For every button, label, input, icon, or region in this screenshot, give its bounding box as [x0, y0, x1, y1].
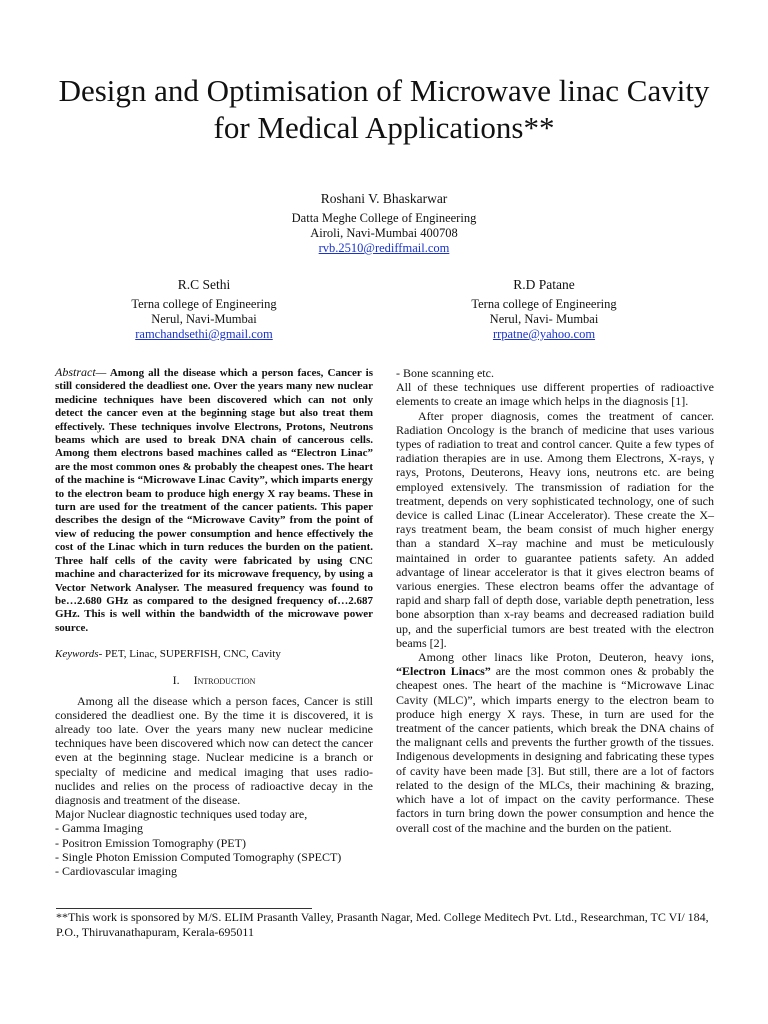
author-address: Nerul, Navi- Mumbai — [489, 312, 599, 326]
abstract — [55, 366, 373, 635]
author-name: R.C Sethi — [177, 277, 231, 292]
list-item: - Single Photon Emission Computed Tomography (SPECT) — [55, 849, 342, 864]
keywords-text: - PET, Linac, SUPERFISH, CNC, Cavity — [98, 648, 281, 661]
list-item: - Bone scanning etc. — [396, 366, 494, 380]
author-email-link[interactable]: rrpatne@yahoo.com — [492, 327, 596, 341]
author-affiliation: Datta Meghe College of Engineering — [291, 211, 477, 225]
keywords-label: Keywords — [55, 648, 99, 661]
author-address: Nerul, Navi-Mumbai — [151, 312, 257, 326]
author-name: R.D Patane — [513, 277, 575, 292]
right-paragraph-3-rest: are the most common ones & probably the cheapest ones. The heart of the machine is “Microwave Linac Cavity (MLC)”, which imparts energy to the electron beam to produce high energy X rays. These, in turn are used for the treatment of the cancer patients, which break the DNA chains of the malignant cells and prevents the further growth of the tissues. Indigenous developments in designing and fabricating these types of cavity have been made [3]. But still, there are a lot of factors related to the design of the MLCs, their machining & brazing, which have a lot of impact on the cavity performance. These factors in turn bring down the power consumption and hence the overall cost of the machine and the burden on the patient. — [396, 664, 714, 835]
footnote-divider — [56, 908, 312, 909]
keywords — [55, 647, 373, 661]
list-item: - Positron Emission Tomography (PET) — [55, 835, 246, 850]
right-paragraph-1: All of these techniques use different properties of radioactive elements to create an image which helps in the diagnosis [1]. — [396, 380, 714, 409]
author-block-right — [394, 276, 694, 342]
abstract-lead: Abstract— — [55, 365, 107, 379]
author-affiliation: Terna college of Engineering — [471, 297, 617, 311]
right-paragraph-3-start: Among other linacs like Proton, Deuteron, heavy ions, — [418, 650, 714, 665]
electron-linacs-term: “Electron Linacs” — [396, 664, 491, 679]
author-email-link[interactable]: rvb.2510@rediffmail.com — [318, 241, 450, 255]
footnote: **This work is sponsored by M/S. ELIM Prasanth Valley, Prasanth Nagar, Med. College Meditech Pvt. Ltd., Researchman, TC VI/ 184, P.O., Thiruvanathapuram, Kerala-695011 — [56, 910, 709, 939]
author-email-link[interactable]: ramchandsethi@gmail.com — [135, 327, 273, 341]
right-paragraph-3 — [396, 650, 714, 835]
section-title: Introduction — [193, 673, 256, 688]
left-column — [55, 366, 373, 878]
author-block-left — [54, 276, 354, 342]
right-paragraph-2: After proper diagnosis, comes the treatment of cancer. Radiation Oncology is the branch of medicine that uses various types of radiation to treat and control cancer. Quite a few types of radiation therapies are in use. Among them Electrons, X-rays, γ rays, Protons, Deuterons, Heavy ions, neutrons etc. are being employed extensively. The transmission of radiation for the treatment, depends on very sophisticated technology, one of such device is called Linac (Linear Accelerator). These create the X–rays treatment beam, the beam consist of much higher energy than a standard X–ray machine and must be meticulously maintained in order to guarantee patients safety. An added advantage of linear accelerator is that it gives electron beams of various energies. These electron beams offer the advantage of rapid and sharp fall of depth dose, variable depth penetration, less bone absorption than x-ray beams and decreased radiation build up, and the superficial tumors are best treated with the electron beams [2]. — [396, 408, 714, 650]
intro-paragraph-2: Major Nuclear diagnostic techniques used today are, — [55, 807, 308, 822]
list-item: - Cardiovascular imaging — [55, 863, 177, 878]
paper-title: Design and Optimisation of Microwave linac Cavity for Medical Applications** — [58, 73, 710, 145]
section-heading-introduction — [55, 673, 373, 687]
author-affiliation: Terna college of Engineering — [131, 297, 277, 311]
right-column — [396, 366, 714, 835]
author-name: Roshani V. Bhaskarwar — [320, 191, 448, 206]
author-block-main — [234, 190, 534, 256]
abstract-text: Among all the disease which a person faces, Cancer is still considered the deadliest one. Over the years many new nuclear medicine techniques have been discovered which can not only detect the cancer even at the beginning stage but also treat them effectively. These techniques involve Electrons, Protons, Neutrons beams which are used to break DNA chain of cancerous cells. Among them electrons based machines called as “Electron Linac” are the most common ones & probably the cheapest ones. The heart of the machine is “Microwave Linac Cavity”, which imparts energy to the electron beam to produce high energy X ray beams. These in turn are used for the treatment of the cancer patients. This paper describes the design of the “Microwave Cavity” from the point of view of reducing the power consumption and hence effectively the cost of the Linac which in turn reduces the burden on the patient. Three half cells of the cavity were fabricated by using CNC machine and characterized for its microwave frequency, by using a Vector Network Analyser. The measured frequency was found to be…2.680 GHz as compared to the designed frequency of…2.687 GHz. This is well within the bandwidth of the microwave power source. — [55, 367, 373, 634]
section-number: I. — [172, 673, 180, 688]
intro-paragraph-1: Among all the disease which a person faces, Cancer is still considered the deadliest one. By the time it is discovered, it is already too late. Over the years many new nuclear medicine techniques have been discovered which now can detect the cancer even at the beginning stage. Nuclear medicine is a branch or specialty of medicine and medical imaging that uses radio-nuclides and relies on the process of radioactive decay in the diagnosis and treatment of the disease. — [55, 693, 373, 807]
list-item: - Gamma Imaging — [55, 821, 143, 836]
author-address: Airoli, Navi-Mumbai 400708 — [310, 226, 458, 240]
